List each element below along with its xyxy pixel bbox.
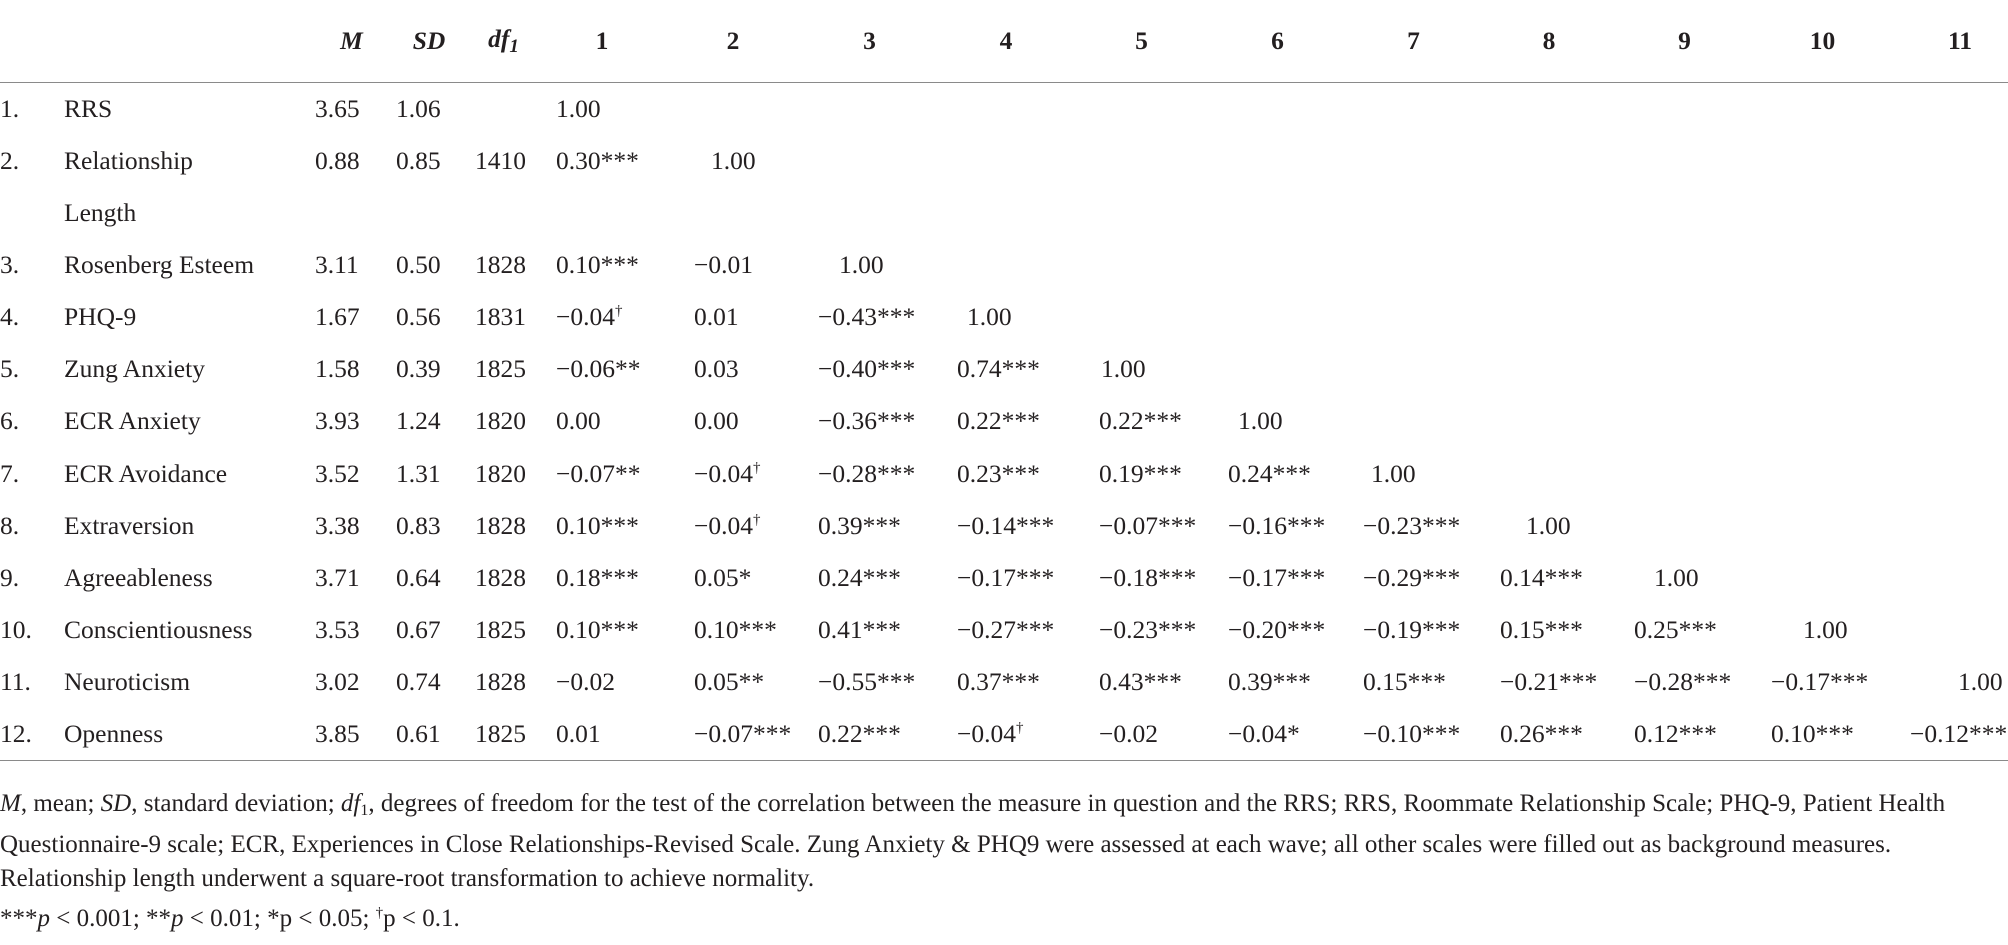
correlation-cell (1616, 343, 1753, 395)
correlation-cell (1210, 186, 1345, 238)
table-row (0, 186, 2008, 238)
correlation-cell (1073, 186, 1210, 238)
row-number: 12. (0, 708, 64, 760)
significance-note: ***p < 0.001; **p < 0.01; *p < 0.05; †p < 0.1. (0, 905, 460, 932)
correlation-cell: −0.06** (556, 354, 641, 384)
correlation-cell: 0.26*** (1482, 708, 1616, 760)
row-df (469, 186, 538, 238)
row-mean: 3.11 (315, 249, 359, 279)
correlation-cell: −0.29*** (1363, 563, 1461, 593)
correlation-cell (666, 186, 800, 238)
correlation-cell: 0.01 (538, 708, 666, 760)
row-df: 1820 (475, 406, 526, 436)
correlation-cell (1753, 447, 1892, 499)
table-row (0, 395, 2008, 447)
correlation-cell: 1.00 (1238, 406, 1283, 436)
row-number: 11. (0, 667, 31, 697)
table-header-row (0, 0, 2008, 82)
correlation-cell (1210, 239, 1345, 291)
correlation-cell (1753, 239, 1892, 291)
correlation-cell (1616, 447, 1753, 499)
row-mean: 3.65 (315, 93, 360, 123)
correlation-cell: 0.01 (694, 302, 739, 332)
correlation-cell: −0.18*** (1099, 563, 1197, 593)
correlation-cell: 0.22*** (800, 708, 939, 760)
header-col-2: 2 (666, 0, 800, 82)
table-row (0, 134, 2008, 186)
header-mean: M (314, 0, 389, 82)
correlation-cell (939, 134, 1073, 186)
correlation-cell (1210, 82, 1345, 134)
table-row (0, 604, 2008, 656)
correlation-cell: 0.43*** (1099, 667, 1182, 697)
correlation-cell (1892, 82, 2008, 134)
table-row (0, 291, 2008, 343)
correlation-cell (1482, 343, 1616, 395)
dagger-mark: † (615, 303, 623, 320)
row-mean: 3.93 (315, 406, 360, 436)
correlation-cell: 0.00 (556, 406, 601, 436)
row-mean: 0.88 (315, 145, 360, 175)
table-row (0, 343, 2008, 395)
table-row (0, 656, 2008, 708)
correlation-cell (1753, 500, 1892, 552)
correlation-cell (1210, 343, 1345, 395)
correlation-cell: 0.10*** (694, 615, 777, 645)
row-df: 1825 (475, 615, 526, 645)
dagger-mark: † (753, 511, 761, 528)
correlation-cell (1892, 604, 2008, 656)
abbreviation-note: M, mean; SD, standard deviation; $df_1$, degrees of freedom for the test of the correlation between the measure in question and the RRS; RRS, Roommate Relationship Scale; PHQ-9, Patient Health Questionnaire-9 scale; ECR, Experiences in Close Relationships-Revised Scale. Zung Anxiety & PHQ9 were assessed at each wave; all other scales were filled out as background measures. Relationship length underwent a square-root transformation to achieve normality. (0, 790, 1946, 892)
correlation-cell (1345, 291, 1482, 343)
header-col-8: 8 (1482, 0, 1616, 82)
correlation-cell: 0.18*** (556, 563, 639, 593)
correlation-cell: 0.10*** (556, 615, 639, 645)
correlation-cell: 0.74*** (957, 354, 1040, 384)
row-df: 1410 (475, 145, 526, 175)
table-row (0, 500, 2008, 552)
correlation-cell (538, 186, 666, 238)
row-number: 10. (0, 615, 32, 645)
correlation-cell (800, 134, 939, 186)
correlation-cell: 0.10*** (1753, 708, 1892, 760)
table-row (0, 239, 2008, 291)
header-col-7: 7 (1345, 0, 1482, 82)
table-row (0, 82, 2008, 134)
correlation-cell: 0.39*** (818, 510, 901, 540)
correlation-cell (1482, 291, 1616, 343)
correlation-cell: −0.17*** (1771, 667, 1869, 697)
correlation-cell (1892, 239, 2008, 291)
header-col-3: 3 (800, 0, 939, 82)
row-mean: 3.52 (315, 458, 360, 488)
correlation-cell: 1.00 (1371, 458, 1416, 488)
correlation-cell: −0.20*** (1228, 615, 1326, 645)
correlation-cell: 1.00 (839, 249, 884, 279)
correlation-cell (1482, 239, 1616, 291)
row-label: Conscientiousness (64, 615, 253, 645)
row-df: 1825 (475, 354, 526, 384)
correlation-cell: 1.00 (556, 93, 601, 123)
correlation-cell (1616, 395, 1753, 447)
correlation-cell: −0.14*** (957, 510, 1055, 540)
correlation-cell (800, 82, 939, 134)
correlation-cell (1892, 291, 2008, 343)
correlation-cell: 0.22*** (957, 406, 1040, 436)
correlation-cell (1892, 134, 2008, 186)
correlation-cell (1345, 82, 1482, 134)
correlation-cell (666, 82, 800, 134)
correlation-cell (1753, 186, 1892, 238)
row-df (469, 82, 538, 134)
row-mean: 3.38 (315, 510, 360, 540)
row-mean: 1.67 (315, 302, 360, 332)
correlation-cell: −0.27*** (957, 615, 1055, 645)
header-df: $df_1$ (469, 0, 538, 82)
row-sd: 1.06 (396, 93, 441, 123)
row-mean: 3.71 (315, 563, 360, 593)
row-number: 4. (0, 302, 20, 332)
row-sd: 0.64 (396, 563, 441, 593)
correlation-cell (1753, 82, 1892, 134)
correlation-cell: −0.17*** (957, 563, 1055, 593)
row-df: 1825 (469, 708, 538, 760)
row-number: 6. (0, 406, 20, 436)
correlation-cell: −0.40*** (818, 354, 916, 384)
row-sd: 1.31 (396, 458, 441, 488)
row-sd: 0.39 (396, 354, 441, 384)
correlation-cell: −0.02 (556, 667, 616, 697)
row-label: Relationship (64, 145, 193, 175)
row-df: 1828 (475, 249, 526, 279)
correlation-cell (939, 239, 1073, 291)
correlation-cell: −0.43*** (818, 302, 916, 332)
correlation-cell (1892, 186, 2008, 238)
row-label: Length (64, 197, 137, 227)
correlation-cell: 1.00 (967, 302, 1012, 332)
correlation-cell (1345, 343, 1482, 395)
correlation-cell: −0.04* (1210, 708, 1345, 760)
correlation-cell (800, 186, 939, 238)
row-label: ECR Anxiety (64, 406, 201, 436)
correlation-cell (1482, 186, 1616, 238)
correlation-cell (1482, 395, 1616, 447)
row-number: 7. (0, 458, 20, 488)
correlation-cell: 1.00 (1654, 563, 1699, 593)
row-sd: 1.24 (396, 406, 441, 436)
correlation-cell: 0.30*** (556, 145, 639, 175)
correlation-cell: 1.00 (1958, 667, 2003, 697)
row-sd: 0.67 (396, 615, 441, 645)
correlation-cell (1345, 186, 1482, 238)
row-sd: 0.50 (396, 249, 441, 279)
table-row (0, 552, 2008, 604)
header-col-10: 10 (1753, 0, 1892, 82)
row-label: Rosenberg Esteem (64, 249, 255, 279)
correlation-cell: −0.04† (939, 708, 1073, 760)
row-mean: 1.58 (315, 354, 360, 384)
correlation-cell (1892, 500, 2008, 552)
correlation-cell (1753, 134, 1892, 186)
correlation-cell (1753, 395, 1892, 447)
correlation-cell: −0.07*** (1099, 510, 1197, 540)
row-mean (314, 186, 389, 238)
dagger-mark: † (1016, 720, 1024, 737)
table-notes (0, 787, 2005, 936)
row-number: 9. (0, 563, 20, 593)
header-empty-num (0, 0, 64, 82)
correlation-cell: 0.15*** (1500, 615, 1583, 645)
correlation-cell (1073, 82, 1210, 134)
correlation-cell: 0.24*** (818, 563, 901, 593)
table-body (0, 82, 2008, 760)
row-label: Zung Anxiety (64, 354, 205, 384)
correlation-cell (1892, 552, 2008, 604)
header-col-5: 5 (1073, 0, 1210, 82)
correlation-cell: −0.21*** (1500, 667, 1598, 697)
correlation-cell: −0.12*** (1892, 708, 2008, 760)
correlation-cell (1616, 500, 1753, 552)
correlation-cell: −0.01 (694, 249, 754, 279)
correlation-cell: 0.15*** (1363, 667, 1446, 697)
correlation-cell: 0.25*** (1634, 615, 1717, 645)
correlation-cell: 0.14*** (1500, 563, 1583, 593)
correlation-cell: 1.00 (1526, 510, 1571, 540)
correlation-cell: 0.41*** (818, 615, 901, 645)
row-mean: 3.02 (315, 667, 360, 697)
correlation-cell (1616, 291, 1753, 343)
correlation-cell: −0.28*** (1634, 667, 1732, 697)
correlation-cell: 0.24*** (1228, 458, 1311, 488)
correlation-cell (1345, 134, 1482, 186)
row-label: Extraversion (64, 510, 195, 540)
correlation-cell (1073, 291, 1210, 343)
correlation-cell: −0.19*** (1363, 615, 1461, 645)
correlation-cell: 0.19*** (1099, 458, 1182, 488)
row-label: ECR Avoidance (64, 458, 228, 488)
correlation-cell: 1.00 (1101, 354, 1146, 384)
correlation-cell (1482, 447, 1616, 499)
row-number: 2. (0, 145, 20, 175)
correlation-cell (1753, 291, 1892, 343)
correlation-cell: 0.37*** (957, 667, 1040, 697)
row-mean: 3.85 (314, 708, 389, 760)
correlation-cell: 0.39*** (1228, 667, 1311, 697)
correlation-cell (1345, 395, 1482, 447)
row-sd: 0.56 (396, 302, 441, 332)
row-df: 1828 (475, 563, 526, 593)
correlation-cell (1345, 239, 1482, 291)
correlation-cell (1210, 291, 1345, 343)
correlation-cell: −0.02 (1073, 708, 1210, 760)
correlation-cell: 0.12*** (1616, 708, 1753, 760)
header-col-9: 9 (1616, 0, 1753, 82)
correlation-cell: −0.23*** (1099, 615, 1197, 645)
row-label: Agreeableness (64, 563, 213, 593)
header-col-4: 4 (939, 0, 1073, 82)
correlation-cell (1892, 343, 2008, 395)
row-df: 1828 (475, 667, 526, 697)
correlation-cell (1482, 82, 1616, 134)
correlation-cell (1073, 134, 1210, 186)
correlation-cell: 0.05* (694, 563, 752, 593)
row-number: 3. (0, 249, 20, 279)
row-label: Neuroticism (64, 667, 191, 697)
correlation-cell: −0.07*** (666, 708, 800, 760)
row-label: PHQ-9 (64, 302, 137, 332)
correlation-cell: −0.55*** (818, 667, 916, 697)
correlation-cell (1753, 552, 1892, 604)
row-label: Openness (64, 708, 314, 760)
correlation-cell (1892, 395, 2008, 447)
dagger-mark: † (753, 459, 761, 476)
correlation-cell (1073, 239, 1210, 291)
correlation-cell (1482, 134, 1616, 186)
row-df: 1828 (475, 510, 526, 540)
correlation-cell (1616, 82, 1753, 134)
row-df: 1831 (475, 302, 526, 332)
correlation-cell: −0.17*** (1228, 563, 1326, 593)
row-number: 5. (0, 354, 20, 384)
correlation-cell (1753, 343, 1892, 395)
correlation-cell: −0.04† (694, 458, 761, 488)
table-row (0, 447, 2008, 499)
row-number: 8. (0, 510, 20, 540)
correlation-cell (1616, 186, 1753, 238)
correlation-cell: 0.05** (694, 667, 765, 697)
correlation-cell: 1.00 (711, 145, 756, 175)
correlation-cell (1616, 134, 1753, 186)
correlation-cell: −0.28*** (818, 458, 916, 488)
header-col-11: 11 (1892, 0, 2008, 82)
row-sd: 0.61 (389, 708, 469, 760)
row-label: RRS (64, 93, 113, 123)
correlation-cell (1892, 447, 2008, 499)
row-sd (389, 186, 469, 238)
correlation-cell (1616, 239, 1753, 291)
row-sd: 0.83 (396, 510, 441, 540)
correlation-cell: −0.23*** (1363, 510, 1461, 540)
correlation-cell: −0.07** (556, 458, 641, 488)
header-col-1: 1 (538, 0, 666, 82)
row-sd: 0.74 (396, 667, 441, 697)
row-df: 1820 (475, 458, 526, 488)
correlation-cell: −0.36*** (818, 406, 916, 436)
correlation-cell: 0.22*** (1099, 406, 1182, 436)
header-empty-label (64, 0, 314, 82)
correlation-cell (939, 186, 1073, 238)
correlation-cell: 0.03 (694, 354, 739, 384)
row-number: 1. (0, 93, 20, 123)
correlation-cell: 0.10*** (556, 510, 639, 540)
correlation-cell (1210, 134, 1345, 186)
correlation-cell: −0.16*** (1228, 510, 1326, 540)
correlation-cell: 1.00 (1803, 615, 1848, 645)
correlation-cell: 0.10*** (556, 249, 639, 279)
table-row (0, 708, 2008, 760)
correlation-cell: 0.00 (694, 406, 739, 436)
header-sd: SD (389, 0, 469, 82)
row-sd: 0.85 (396, 145, 441, 175)
row-mean: 3.53 (315, 615, 360, 645)
correlation-cell: −0.04† (556, 302, 623, 332)
correlation-cell: 0.23*** (957, 458, 1040, 488)
correlation-cell (939, 82, 1073, 134)
correlation-cell: −0.10*** (1345, 708, 1482, 760)
row-number (0, 186, 64, 238)
header-col-6: 6 (1210, 0, 1345, 82)
correlation-cell: −0.04† (694, 510, 761, 540)
